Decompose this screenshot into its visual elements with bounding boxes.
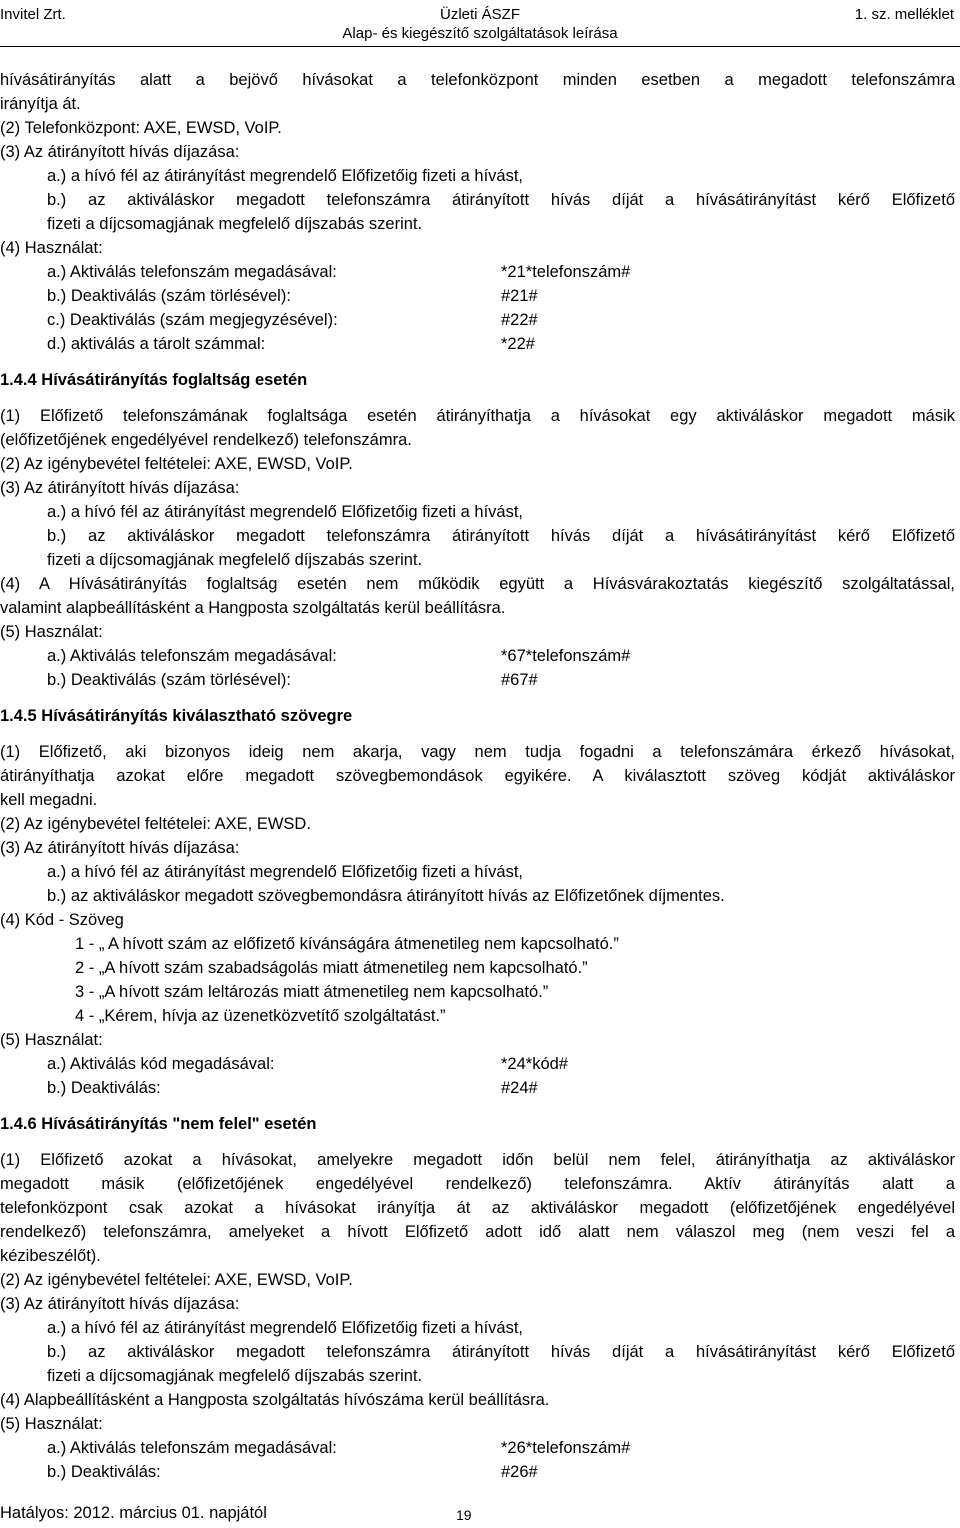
paragraph-line: (1) Előfizető telefonszámának foglaltsága esetén átirányíthatja a hívásokat egy aktiváláskor megadott másik bbox=[0, 407, 955, 425]
fee-item-b: b.) az aktiváláskor megadott telefonszámra átirányított hívás díját a hívásátirányítást kérő Előfizető bbox=[47, 191, 955, 209]
paragraph-line: irányítja át. bbox=[0, 95, 81, 113]
fee-item-b: b.) az aktiváláskor megadott telefonszámra átirányított hívás díját a hívásátirányítást kérő Előfizető bbox=[47, 527, 955, 545]
fee-item-b: b.) az aktiváláskor megadott telefonszámra átirányított hívás díját a hívásátirányítást kérő Előfizető bbox=[47, 1343, 955, 1361]
fee-item-b: b.) az aktiváláskor megadott szövegbemondásra átirányított hívás az Előfizetőnek díjmentes. bbox=[47, 887, 725, 905]
usage-label: a.) Aktiválás kód megadásával: bbox=[47, 1055, 275, 1073]
fee-item-b-cont: fizeti a díjcsomagjának megfelelő díjszabás szerint. bbox=[47, 1367, 423, 1385]
usage-code: #67# bbox=[501, 671, 538, 689]
section-heading: 1.4.5 Hívásátirányítás kiválasztható szövegre bbox=[0, 707, 353, 725]
usage-label: b.) Deaktiválás (szám törlésével): bbox=[47, 287, 291, 305]
section-heading: 1.4.4 Hívásátirányítás foglaltság esetén bbox=[0, 371, 308, 389]
usage-label: a.) Aktiválás telefonszám megadásával: bbox=[47, 647, 337, 665]
usage-label: b.) Deaktiválás: bbox=[47, 1463, 161, 1481]
paragraph-line: (1) Előfizető azokat a hívásokat, amelyekre megadott időn belül nem felel, átirányíthatja az aktiváláskor bbox=[0, 1151, 955, 1169]
paragraph-line: (1) Előfizető, aki bizonyos ideig nem akarja, vagy nem tudja fogadni a telefonszámára érkező hívásokat, bbox=[0, 743, 955, 761]
usage-row bbox=[0, 1052, 955, 1076]
fee-item-a: a.) a hívó fél az átirányítást megrendelő Előfizetőig fizeti a hívást, bbox=[47, 1319, 523, 1337]
header-doc-title: Üzleti ÁSZF bbox=[439, 6, 520, 23]
usage-row bbox=[0, 1460, 955, 1484]
paragraph-line: kell megadni. bbox=[0, 791, 98, 809]
usage-row bbox=[0, 308, 955, 332]
usage-label: d.) aktiválás a tárolt számmal: bbox=[47, 335, 266, 353]
usage-code: #24# bbox=[501, 1079, 538, 1097]
usage-code: #26# bbox=[501, 1463, 538, 1481]
usage-code: #22# bbox=[501, 311, 538, 329]
paragraph-line: telefonközpont csak azokat a hívásokat irányítja át az aktiváláskor megadott (előfizetőjének engedélyével bbox=[0, 1199, 955, 1217]
fee-title: (3) Az átirányított hívás díjazása: bbox=[0, 839, 240, 857]
usage-label: b.) Deaktiválás (szám törlésével): bbox=[47, 671, 291, 689]
fee-item-a: a.) a hívó fél az átirányítást megrendelő Előfizetőig fizeti a hívást, bbox=[47, 167, 523, 185]
usage-code: *67*telefonszám# bbox=[501, 647, 631, 665]
paragraph-line: átirányíthatja azokat előre megadott szövegbemondások egyikére. A kiválasztott szöveg kódját aktiváláskor bbox=[0, 767, 955, 785]
usage-label: b.) Deaktiválás: bbox=[47, 1079, 161, 1097]
page-number: 19 bbox=[456, 1507, 472, 1523]
usage-row bbox=[0, 332, 955, 356]
fee-item-a: a.) a hívó fél az átirányítást megrendelő Előfizetőig fizeti a hívást, bbox=[47, 863, 523, 881]
usage-row bbox=[0, 1076, 955, 1100]
fee-title: (3) Az átirányított hívás díjazása: bbox=[0, 479, 240, 497]
fee-item-b-cont: fizeti a díjcsomagjának megfelelő díjszabás szerint. bbox=[47, 551, 423, 569]
paragraph-line: (előfizetőjének engedélyével rendelkező) telefonszámra. bbox=[0, 431, 412, 449]
header-annex: 1. sz. melléklet bbox=[854, 6, 954, 23]
usage-title: (5) Használat: bbox=[0, 1031, 103, 1049]
usage-title: (5) Használat: bbox=[0, 1415, 103, 1433]
paragraph-line: (4) Alapbeállításként a Hangposta szolgáltatás hívószáma kerül beállításra. bbox=[0, 1391, 550, 1409]
conditions: (2) Az igénybevétel feltételei: AXE, EWSD, VoIP. bbox=[0, 455, 353, 473]
conditions: (2) Az igénybevétel feltételei: AXE, EWSD, VoIP. bbox=[0, 1271, 353, 1289]
usage-label: a.) Aktiválás telefonszám megadásával: bbox=[47, 263, 337, 281]
code-text-item: 3 - „A hívott szám leltározás miatt átmenetileg nem kapcsolható.” bbox=[75, 983, 549, 1001]
page-footer bbox=[0, 1504, 472, 1523]
usage-code: *21*telefonszám# bbox=[501, 263, 631, 281]
central-types: (2) Telefonközpont: AXE, EWSD, VoIP. bbox=[0, 119, 282, 137]
header-company: Invitel Zrt. bbox=[0, 6, 66, 23]
paragraph-line: megadott másik (előfizetőjének engedélyével rendelkező) telefonszámra. Aktív átirányítás alatt a bbox=[0, 1175, 955, 1193]
fee-item-b-cont: fizeti a díjcsomagjának megfelelő díjszabás szerint. bbox=[47, 215, 423, 233]
usage-title: (4) Használat: bbox=[0, 239, 103, 257]
usage-code: *24*kód# bbox=[501, 1055, 568, 1073]
code-text-item: 2 - „A hívott szám szabadságolás miatt átmenetileg nem kapcsolható.” bbox=[75, 959, 588, 977]
usage-row bbox=[0, 668, 955, 692]
usage-code: *22# bbox=[501, 335, 535, 353]
usage-row bbox=[0, 644, 955, 668]
usage-label: c.) Deaktiválás (szám megjegyzésével): bbox=[47, 311, 338, 329]
paragraph-line: (4) A Hívásátirányítás foglaltság esetén nem működik együtt a Hívásvárakoztatás kiegészítő szolgáltatással, bbox=[0, 575, 955, 593]
usage-row bbox=[0, 1436, 955, 1460]
codes-title: (4) Kód - Szöveg bbox=[0, 911, 124, 929]
usage-code: #21# bbox=[501, 287, 538, 305]
code-text-item: 1 - „ A hívott szám az előfizető kívánságára átmenetileg nem kapcsolható.” bbox=[75, 935, 619, 953]
usage-row bbox=[0, 284, 955, 308]
usage-title: (5) Használat: bbox=[0, 623, 103, 641]
page-header bbox=[0, 0, 960, 47]
paragraph-line: hívásátirányítás alatt a bejövő hívásokat a telefonközpont minden esetben a megadott telefonszámra bbox=[0, 71, 955, 89]
usage-label: a.) Aktiválás telefonszám megadásával: bbox=[47, 1439, 337, 1457]
section-heading: 1.4.6 Hívásátirányítás "nem felel" esetén bbox=[0, 1115, 317, 1133]
usage-row bbox=[0, 260, 955, 284]
paragraph-line: rendelkező) telefonszámra, amelyeket a hívott Előfizető adott idő alatt nem válaszol meg (nem veszi fel a bbox=[0, 1223, 955, 1241]
header-doc-subtitle: Alap- és kiegészítő szolgáltatások leírása bbox=[342, 25, 618, 42]
footer-effective-date: Hatályos: 2012. március 01. napjától bbox=[0, 1504, 267, 1522]
paragraph-line: kézibeszélőt). bbox=[0, 1247, 101, 1265]
document-body bbox=[0, 68, 955, 1484]
usage-code: *26*telefonszám# bbox=[501, 1439, 631, 1457]
fee-title: (3) Az átirányított hívás díjazása: bbox=[0, 1295, 240, 1313]
conditions: (2) Az igénybevétel feltételei: AXE, EWSD. bbox=[0, 815, 311, 833]
fee-item-a: a.) a hívó fél az átirányítást megrendelő Előfizetőig fizeti a hívást, bbox=[47, 503, 523, 521]
paragraph-line: valamint alapbeállításként a Hangposta szolgáltatás kerül beállításra. bbox=[0, 599, 506, 617]
fee-title: (3) Az átirányított hívás díjazása: bbox=[0, 143, 240, 161]
code-text-item: 4 - „Kérem, hívja az üzenetközvetítő szolgáltatást.” bbox=[75, 1007, 446, 1025]
